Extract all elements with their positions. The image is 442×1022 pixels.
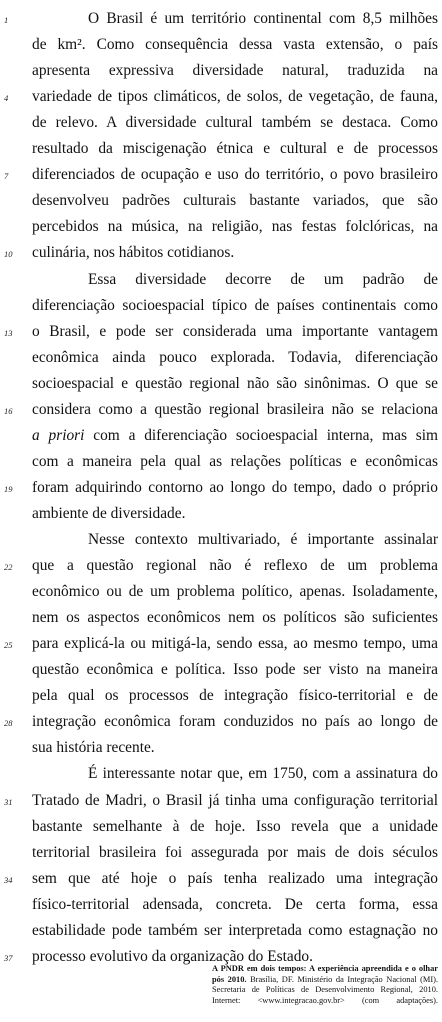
text-line — [4, 242, 438, 268]
italic-term: a priori — [32, 426, 85, 444]
text-line — [32, 842, 438, 868]
line-text: econômico ou de um problema político, apenas. Isoladamente, — [32, 583, 438, 601]
line-number: 31 — [4, 796, 13, 807]
text-line — [32, 894, 438, 920]
line-text: sua história recente. — [32, 739, 155, 757]
text-line — [32, 451, 438, 477]
line-text: É interessante notar que, em 1750, com a assinatura do — [88, 765, 438, 783]
line-text: físico-territorial adensada, concreta. De certa forma, essa — [32, 895, 438, 913]
text-line — [32, 112, 438, 138]
line-text: apresenta expressiva diversidade natural, traduzida na — [32, 62, 438, 80]
line-text: culinária, nos hábitos cotidianos. — [32, 244, 235, 262]
text-line — [4, 633, 438, 659]
line-text: questão econômica e política. Isso pode ser visto na maneira — [32, 661, 438, 679]
source-line: Secretaria de Políticas de Desenvolvimento Regional, 2010. — [212, 985, 438, 994]
line-text: considera como a questão regional brasileira não se relaciona — [32, 400, 438, 418]
line-text: socioespacial e questão regional não são sinônimas. O que se — [32, 374, 438, 392]
text-line — [32, 34, 438, 60]
source-bold-term: pós 2010. — [212, 974, 247, 984]
line-number: 7 — [4, 171, 9, 182]
line-text: que a questão regional não é reflexo de um problema — [32, 557, 438, 575]
source-line: Internet: <www.integracao.gov.br> (com adaptações). — [212, 995, 438, 1005]
text-line — [32, 685, 438, 711]
line-number: 25 — [4, 640, 13, 651]
text-line — [4, 8, 438, 34]
source-line: pós 2010. Brasília, DF. Ministério da Integração Nacional (MI). — [212, 974, 438, 984]
text-line — [32, 607, 438, 633]
line-number: 37 — [4, 952, 13, 963]
line-text: integração econômica foram conduzidos no país ao longo de — [32, 713, 438, 731]
text-line — [32, 529, 438, 555]
line-text: resultado da miscigenação étnica e cultural e de processos — [32, 140, 438, 158]
text-line — [32, 503, 438, 529]
line-text: de km². Como consequência dessa vasta extensão, o país — [32, 36, 438, 54]
line-text: o Brasil, e pode ser considerada uma importante vantagem — [32, 322, 438, 340]
text-line — [32, 425, 438, 451]
text-line — [32, 295, 438, 321]
text-line — [4, 555, 438, 581]
line-number: 28 — [4, 718, 13, 729]
line-text: bastante semelhante à de hoje. Isso revela que a unidade — [32, 817, 438, 835]
line-text: diferenciados de ocupação e uso do território, o povo brasileiro — [32, 166, 438, 184]
text-line — [4, 321, 438, 347]
text-line — [4, 399, 438, 425]
text-line — [32, 581, 438, 607]
line-text: pela qual os processos de integração físico-territorial e de — [32, 687, 438, 705]
line-text: de relevo. A diversidade cultural também se destaca. Como — [32, 114, 438, 132]
text-line — [32, 269, 438, 295]
line-text: estabilidade pode também ser interpretada como estagnação no — [32, 921, 438, 939]
text-line — [4, 164, 438, 190]
text-line — [32, 763, 438, 789]
text-line — [4, 86, 438, 112]
line-text: a priori com a diferenciação socioespacial interna, mas sim — [32, 426, 438, 444]
text-line — [4, 790, 438, 816]
text-line — [32, 216, 438, 242]
source-line: A PNDR em dois tempos: A experiência apreendida e o olhar — [212, 964, 438, 973]
line-number: 1 — [4, 15, 9, 25]
text-line — [32, 737, 438, 763]
text-line — [32, 920, 438, 946]
text-line — [32, 347, 438, 373]
line-text: sem que até hoje o país tenha realizado uma integração — [32, 869, 438, 887]
line-number: 10 — [4, 249, 13, 260]
line-text: nem os aspectos econômicos nem os políticos são suficientes — [32, 609, 438, 627]
line-text: Essa diversidade decorre de um padrão de — [88, 270, 438, 288]
text-line — [32, 138, 438, 164]
line-text: territorial brasileira foi assegurada por mais de dois séculos — [32, 843, 438, 861]
line-number: 13 — [4, 327, 13, 338]
text-line — [32, 190, 438, 216]
line-text: com a maneira pela qual as relações políticas e econômicas — [32, 452, 438, 470]
line-text: foram adquirindo contorno ao longo do tempo, dado o próprio — [32, 478, 438, 496]
text-line — [4, 711, 438, 737]
line-text: percebidos na música, na religião, nas festas folclóricas, na — [32, 218, 438, 236]
line-number: 34 — [4, 874, 13, 885]
line-number: 22 — [4, 562, 13, 573]
line-number: 16 — [4, 405, 13, 416]
text-line — [32, 816, 438, 842]
text-line — [4, 477, 438, 503]
line-number: 19 — [4, 483, 13, 494]
text-line — [4, 868, 438, 894]
source-citation — [212, 964, 438, 1006]
text-line — [32, 60, 438, 86]
line-text: O Brasil é um território continental com 8,5 milhões — [88, 10, 438, 27]
line-text: Nesse contexto multivariado, é importante assinalar — [88, 531, 438, 548]
line-number: 4 — [4, 93, 9, 104]
text-line — [32, 373, 438, 399]
line-text: Tratado de Madri, o Brasil já tinha uma configuração territorial — [32, 791, 438, 809]
line-text: econômica ainda pouco explorada. Todavia, diferenciação — [32, 348, 438, 366]
line-text: desenvolveu padrões culturais bastante variados, que são — [32, 192, 438, 210]
line-text: variedade de tipos climáticos, de solos, de vegetação, de fauna, — [32, 88, 438, 106]
line-text: para explicá-la ou mitigá-la, sendo essa, ao mesmo tempo, uma — [32, 635, 438, 653]
line-text: processo evolutivo da organização do Estado. — [32, 947, 313, 965]
line-text: diferenciação socioespacial típico de países continentais como — [32, 296, 438, 314]
line-text: ambiente de diversidade. — [32, 504, 186, 522]
text-line — [32, 659, 438, 685]
